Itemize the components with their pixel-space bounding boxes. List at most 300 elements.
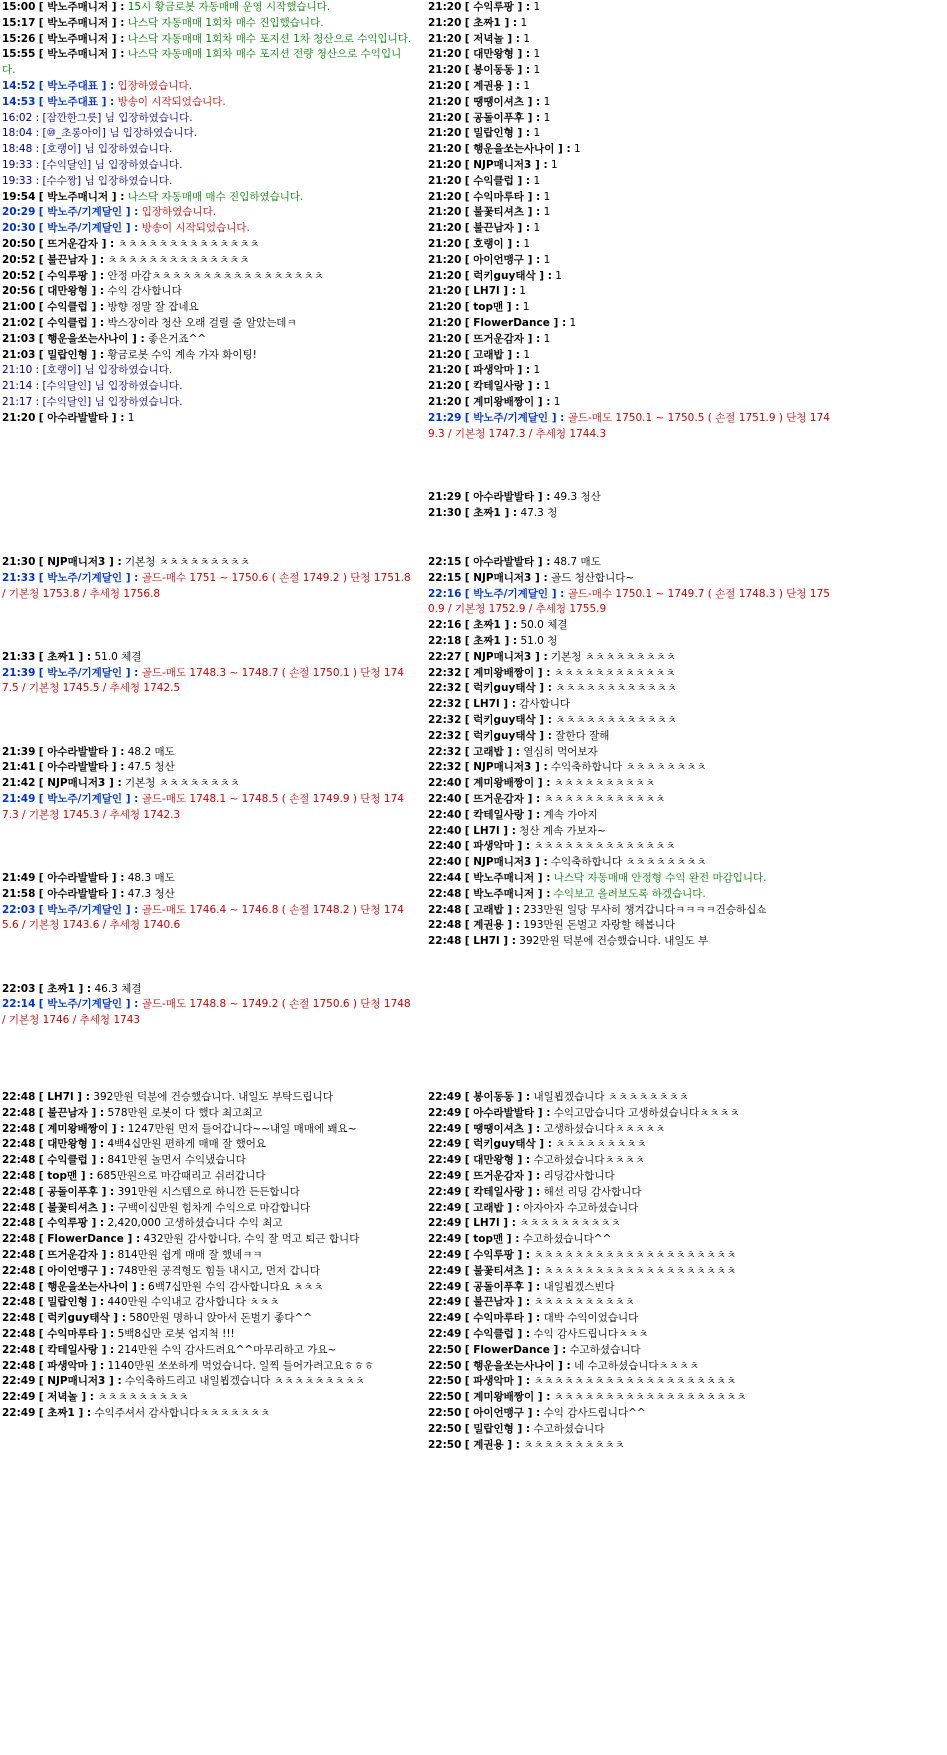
message-time: 22:50 bbox=[428, 1438, 462, 1451]
message-sender: [ 아수라발발타 ] : bbox=[38, 411, 125, 424]
message-sender: [ 초짜1 ] : bbox=[464, 16, 518, 29]
message-text: 5백8십만 로봇 엄지척 !!! bbox=[117, 1327, 235, 1340]
chat-spacer bbox=[428, 474, 838, 490]
message-text: ㅊㅊㅊㅊㅊㅊㅊㅊㅊㅊ bbox=[523, 1438, 625, 1451]
chat-message bbox=[2, 1153, 412, 1169]
message-time: 22:32 bbox=[428, 745, 462, 758]
message-text: 578만원 로봇이 다 했다 최고최고 bbox=[107, 1106, 263, 1119]
message-text: 수익 감사드립니다^^ bbox=[543, 1406, 646, 1419]
message-text: [잠깐한그릇] 님 입장하였습니다. bbox=[42, 111, 193, 124]
message-text: 구백이십만원 힘차게 수익으로 마감합니다 bbox=[117, 1201, 311, 1214]
message-text: 열심히 먹어보자 bbox=[523, 745, 598, 758]
message-sender: [ 밀랍인형 ] : bbox=[38, 1296, 105, 1309]
message-sender: [ 공돌이푸후 ] : bbox=[464, 111, 541, 124]
message-text: 1 bbox=[520, 16, 528, 29]
message-time: 22:48 bbox=[2, 1327, 36, 1340]
message-text: ㅊㅊㅊㅊㅊㅊㅊㅊㅊㅊㅊㅊㅊㅊㅊㅊㅊㅊㅊㅊ bbox=[533, 1375, 737, 1388]
message-sender: [ 아수라발발타 ] : bbox=[464, 490, 551, 503]
message-time: 22:44 bbox=[428, 871, 462, 884]
message-text: 193만원 돈벌고 자랑할 해봅니다 bbox=[523, 919, 676, 932]
message-sender: [ 행운을쏘는사나이 ] : bbox=[38, 1280, 145, 1293]
chat-message bbox=[2, 1343, 412, 1359]
chat-block-2 bbox=[428, 0, 838, 521]
message-text: 기본청 ㅊㅊㅊㅊㅊㅊㅊㅊㅊ bbox=[551, 650, 677, 663]
message-text: ㅊㅊㅊㅊㅊㅊㅊㅊㅊㅊ bbox=[553, 777, 656, 790]
message-time: 16:02 bbox=[2, 111, 33, 124]
message-sender: [ 뜨거운감자 ] : bbox=[464, 1169, 541, 1182]
message-text: ㅊㅊㅊㅊㅊㅊㅊㅊㅊㅊㅊㅊㅊㅊㅊㅊㅊㅊㅊ bbox=[553, 1391, 747, 1404]
chat-message bbox=[2, 95, 412, 111]
message-time: 22:49 bbox=[428, 1185, 462, 1198]
message-time: 21:10 bbox=[2, 364, 33, 377]
chat-message bbox=[428, 16, 838, 32]
message-text: 박스장이라 청산 오래 걸릴 줄 알았는데ㅋ bbox=[107, 316, 297, 329]
message-time: 20:30 bbox=[2, 222, 36, 235]
message-sender: [ 아이언맹구 ] : bbox=[38, 1264, 115, 1277]
message-time: 22:49 bbox=[428, 1201, 462, 1214]
message-sender: [ 고래밥 ] : bbox=[464, 348, 520, 361]
message-sender: [ 박노주매니저 ] : bbox=[464, 871, 551, 884]
message-time: 22:49 bbox=[428, 1154, 462, 1167]
message-time: 22:49 bbox=[428, 1264, 462, 1277]
chat-message bbox=[428, 1153, 838, 1169]
message-sender: [ LH7l ] : bbox=[464, 698, 516, 711]
message-text: 2,420,000 고생하셨습니다 수익 최고 bbox=[107, 1217, 283, 1230]
message-sender: [ 땡땡이셔츠 ] : bbox=[464, 1122, 541, 1135]
message-time: 22:49 bbox=[428, 1280, 462, 1293]
chat-message bbox=[2, 1122, 412, 1138]
message-sender: [ 럭키guy태삭 ] : bbox=[464, 1138, 552, 1151]
chat-message bbox=[2, 666, 412, 698]
message-time: 21:03 bbox=[2, 332, 36, 345]
message-time: 21:14 bbox=[2, 380, 33, 393]
message-time: 22:50 bbox=[428, 1422, 462, 1435]
message-time: 22:50 bbox=[428, 1375, 462, 1388]
message-time: 22:48 bbox=[2, 1359, 36, 1372]
message-text: 1 bbox=[543, 380, 551, 393]
chat-block-4 bbox=[428, 555, 838, 950]
message-text: [수익달인] 님 입장하였습니다. bbox=[42, 380, 183, 393]
message-time: 21:30 bbox=[2, 556, 36, 568]
message-time: 15:55 bbox=[2, 48, 36, 61]
chat-message bbox=[428, 713, 838, 729]
message-sender: [ 박노주매니저 ] : bbox=[38, 1, 125, 13]
message-time: 21:20 bbox=[428, 380, 462, 393]
message-time: 22:48 bbox=[2, 1201, 36, 1214]
message-text: ㅊㅊㅊㅊㅊㅊㅊㅊㅊㅊㅊㅊ bbox=[553, 666, 676, 679]
message-time: 22:40 bbox=[428, 824, 462, 837]
chat-message bbox=[2, 1406, 412, 1422]
chat-message bbox=[428, 650, 838, 666]
message-sender: [ 대만왕형 ] : bbox=[464, 48, 531, 61]
message-time: 21:20 bbox=[428, 332, 462, 345]
message-sender: [ NJP매니저3 ] : bbox=[38, 556, 122, 568]
message-time: 20:52 bbox=[2, 253, 36, 266]
message-time: 21:02 bbox=[2, 316, 36, 329]
message-sender: [ LH7l ] : bbox=[464, 1217, 516, 1230]
message-sender: [ 불꽃티셔츠 ] : bbox=[38, 1201, 115, 1214]
message-text: 내일뵙겠스빈다 bbox=[543, 1280, 615, 1293]
chat-message bbox=[428, 1295, 838, 1311]
message-text: ㅊㅊㅊㅊㅊㅊㅊㅊㅊㅊ bbox=[519, 1217, 621, 1230]
message-text: ㅊㅊㅊㅊㅊㅊㅊㅊㅊㅊㅊㅊㅊㅊㅊㅊㅊㅊㅊㅊ bbox=[533, 1248, 737, 1261]
message-sender: [ 고래밥 ] : bbox=[464, 745, 520, 758]
message-sender: [ 계미왕배짱이 ] : bbox=[464, 395, 551, 408]
chat-message bbox=[428, 1185, 838, 1201]
chat-message bbox=[428, 1248, 838, 1264]
message-sender: [ 수익마루타 ] : bbox=[38, 1327, 115, 1340]
message-sender: [ 박노주매니저 ] : bbox=[38, 32, 125, 45]
message-text: 나스닥 자동매매 1회차 매수 포지션 전량 청산으로 수익입니다. bbox=[2, 48, 402, 77]
message-time: 22:15 bbox=[428, 556, 462, 568]
message-time: 22:49 bbox=[2, 1391, 36, 1404]
chat-message bbox=[2, 1137, 412, 1153]
chat-message bbox=[428, 1406, 838, 1422]
message-time: 22:49 bbox=[2, 1375, 36, 1388]
chat-message bbox=[428, 300, 838, 316]
chat-message bbox=[2, 1169, 412, 1185]
chat-message bbox=[2, 1311, 412, 1327]
message-text: 1 bbox=[533, 127, 541, 140]
message-sender: [ LH7l ] : bbox=[464, 935, 516, 948]
message-sender: [ 박노주/기계달인 ] : bbox=[38, 792, 139, 805]
chat-message bbox=[428, 1422, 838, 1438]
chat-message bbox=[2, 903, 412, 935]
chat-message bbox=[2, 1106, 412, 1122]
message-time: 21:29 bbox=[428, 490, 462, 503]
message-sender: [ 아이언맹구 ] : bbox=[464, 1406, 541, 1419]
message-sender: [ 뜨거운감자 ] : bbox=[464, 332, 541, 345]
message-time: 20:50 bbox=[2, 237, 36, 250]
message-sender: [ 수익마루타 ] : bbox=[464, 190, 541, 203]
message-text: 황금로봇 수익 계속 가자 화이팅! bbox=[107, 348, 257, 361]
message-sender: [ 수익루팡 ] : bbox=[464, 1248, 531, 1261]
message-sender: [ 박노주매니저 ] : bbox=[464, 887, 551, 900]
chat-message bbox=[428, 1438, 838, 1454]
message-time: 22:32 bbox=[428, 666, 462, 679]
chat-message bbox=[428, 174, 838, 190]
message-sender: [ 박노주/기계달인 ] : bbox=[464, 587, 565, 600]
message-text: 방송이 시작되었습니다. bbox=[141, 222, 250, 235]
chat-message bbox=[2, 776, 412, 792]
message-text: 골드-매도 1748.3 ~ 1748.7 ( 손절 1750.1 ) 단청 1747.5 / 기본청 1745.5 / 추세청 1742.5 bbox=[2, 666, 404, 695]
message-text: 1 bbox=[555, 269, 562, 282]
chat-spacer bbox=[428, 458, 838, 474]
message-text: 1 bbox=[543, 332, 551, 345]
message-text: 1 bbox=[543, 111, 551, 124]
chat-message: 19:33 : [수익달인] 님 입장하였습니다. bbox=[2, 158, 183, 171]
message-sender: [ 저녁놀 ] : bbox=[38, 1391, 94, 1404]
message-time: 21:17 bbox=[2, 395, 33, 408]
message-sender: [ 수익마루타 ] : bbox=[464, 1312, 541, 1325]
message-sender: [ LH7l ] : bbox=[38, 1091, 90, 1103]
message-text: 48.2 매도 bbox=[127, 745, 175, 758]
message-text: 수익 감사합니다 bbox=[107, 285, 182, 298]
message-text: 수고하셨습니다^^ bbox=[522, 1233, 612, 1246]
chat-message bbox=[2, 1264, 412, 1280]
chat-message bbox=[428, 158, 838, 174]
message-sender: [ 땡땡이셔츠 ] : bbox=[464, 95, 541, 108]
chat-message bbox=[428, 1280, 838, 1296]
message-sender: [ 계미왕배짱이 ] : bbox=[38, 1122, 125, 1135]
chat-message: 18:48 : [호랭이] 님 입장하였습니다. bbox=[2, 143, 173, 156]
message-sender: [ 불끈남자 ] : bbox=[38, 1106, 105, 1119]
message-sender: [ NJP매니저3 ] : bbox=[38, 777, 122, 790]
chat-block-1 bbox=[2, 0, 412, 427]
message-time: 21:49 bbox=[2, 792, 36, 805]
message-sender: [ NJP매니저3 ] : bbox=[38, 1375, 122, 1388]
message-text: 1247만원 먼저 들어갑니다~~내일 매매에 봬요~ bbox=[127, 1122, 357, 1135]
chat-message bbox=[428, 1374, 838, 1390]
chat-message bbox=[2, 555, 412, 571]
chat-message bbox=[428, 63, 838, 79]
message-time: 18:48 bbox=[2, 143, 33, 156]
message-time: 21:20 bbox=[428, 190, 462, 203]
message-time: 22:40 bbox=[428, 840, 462, 853]
message-time: 21:58 bbox=[2, 887, 36, 900]
chat-message bbox=[428, 697, 838, 713]
message-sender: [ NJP매니저3 ] : bbox=[464, 158, 548, 171]
message-time: 22:49 bbox=[428, 1296, 462, 1309]
message-time: 22:49 bbox=[428, 1327, 462, 1340]
message-time: 22:48 bbox=[2, 1343, 36, 1356]
message-sender: [ 행운을쏘는사나이 ] : bbox=[38, 332, 145, 345]
message-text: 47.5 청산 bbox=[127, 761, 175, 774]
message-time: 22:49 bbox=[428, 1106, 462, 1119]
message-time: 21:20 bbox=[428, 1, 462, 13]
chat-message: 18:04 : [⑩_초롱아이] 님 입장하였습니다. bbox=[2, 127, 198, 140]
chat-message bbox=[2, 205, 412, 221]
message-time: 21:30 bbox=[428, 506, 462, 519]
message-sender: [ 행운을쏘는사나이 ] : bbox=[464, 1359, 571, 1372]
message-text: 고생하셨습니다ㅊㅊㅊㅊㅊ bbox=[543, 1122, 666, 1135]
chat-message bbox=[428, 1232, 838, 1248]
message-text: 수익보고 올려보도록 하겠습니다. bbox=[553, 887, 706, 900]
message-text: 방송이 시작되었습니다. bbox=[117, 95, 226, 108]
chat-message bbox=[2, 1185, 412, 1201]
message-text: 1 bbox=[569, 316, 577, 329]
message-text: 1 bbox=[523, 32, 531, 45]
message-sender: [ 파생악마 ] : bbox=[464, 364, 531, 377]
message-sender: [ 호랭이 ] : bbox=[464, 237, 520, 250]
message-time: 21:20 bbox=[428, 348, 462, 361]
chat-message bbox=[2, 269, 412, 285]
chat-message bbox=[428, 79, 838, 95]
message-text: 51.0 체결 bbox=[94, 650, 142, 663]
message-sender: [ 뜨거운감자 ] : bbox=[38, 237, 115, 250]
message-time: 22:40 bbox=[428, 777, 462, 790]
message-sender: [ 봉이동동 ] : bbox=[464, 1091, 531, 1103]
chat-message bbox=[428, 634, 838, 650]
message-text: 1 bbox=[533, 222, 541, 235]
chat-message bbox=[428, 411, 838, 443]
message-text: 580만원 명하니 앉아서 돈벌기 좋다^^ bbox=[129, 1312, 313, 1325]
chat-message bbox=[428, 379, 838, 395]
message-time: 22:40 bbox=[428, 808, 462, 821]
chat-message bbox=[428, 1137, 838, 1153]
message-sender: [ 공돌이푸후 ] : bbox=[38, 1185, 115, 1198]
chat-message bbox=[428, 776, 838, 792]
chat-message bbox=[2, 1374, 412, 1390]
message-sender: [ LH7l ] : bbox=[464, 824, 516, 837]
message-time: 22:49 bbox=[428, 1233, 462, 1246]
message-sender: [ 칵테일사랑 ] : bbox=[464, 808, 541, 821]
message-time: 21:39 bbox=[2, 745, 36, 758]
message-sender: [ 박노주/기계달인 ] : bbox=[38, 903, 139, 916]
message-text: [수수짱] 님 입장하였습니다. bbox=[42, 174, 173, 187]
chat-message bbox=[2, 571, 412, 603]
chat-spacer bbox=[2, 618, 412, 634]
message-text: [호랭이] 님 입장하였습니다. bbox=[42, 143, 173, 156]
message-text: [⑩_초롱아이] 님 입장하였습니다. bbox=[42, 127, 198, 140]
chat-message bbox=[428, 506, 838, 522]
message-text: 골드 청산합니다~ bbox=[551, 571, 635, 584]
message-text: 1 bbox=[533, 48, 541, 61]
message-text: 기본청 ㅊㅊㅊㅊㅊㅊㅊㅊㅊ bbox=[125, 556, 251, 568]
message-text: 1 bbox=[519, 285, 526, 298]
message-time: 15:26 bbox=[2, 32, 36, 45]
message-sender: [ FlowerDance ] : bbox=[464, 316, 567, 329]
message-time: 21:20 bbox=[428, 174, 462, 187]
message-time: 21:42 bbox=[2, 777, 36, 790]
message-sender: [ 밀랍인형 ] : bbox=[464, 127, 531, 140]
message-time: 22:48 bbox=[428, 919, 462, 932]
message-time: 21:20 bbox=[2, 411, 36, 424]
message-sender: [ top맨 ] : bbox=[38, 1169, 94, 1182]
message-sender: [ 칵테일사랑 ] : bbox=[464, 380, 541, 393]
message-text: 수익축하합니다 ㅊㅊㅊㅊㅊㅊㅊㅊ bbox=[551, 761, 707, 774]
chat-message bbox=[428, 1264, 838, 1280]
message-text: 잘한다 잘해 bbox=[555, 729, 610, 742]
chat-message bbox=[428, 839, 838, 855]
chat-message bbox=[2, 1280, 412, 1296]
message-text: 432만원 감사합니다. 수익 잘 먹고 퇴근 합니다 bbox=[143, 1233, 360, 1246]
message-text: 방향 정말 잘 잡네요 bbox=[107, 301, 199, 314]
chat-spacer bbox=[2, 729, 412, 745]
message-text: 47.3 청산 bbox=[127, 887, 175, 900]
message-time: 22:48 bbox=[428, 903, 462, 916]
message-text: ㅊㅊㅊㅊㅊㅊㅊㅊㅊㅊㅊㅊ bbox=[555, 682, 678, 695]
message-time: 21:20 bbox=[428, 301, 462, 314]
message-time: 21:20 bbox=[428, 269, 462, 282]
message-text: 골드-매도 1748.8 ~ 1749.2 ( 손절 1750.6 ) 단청 1748 / 기본청 1746 / 추세청 1743 bbox=[2, 998, 411, 1027]
message-text: 4백4십만원 편하게 매매 잘 했어요 bbox=[107, 1138, 267, 1151]
message-time: 22:48 bbox=[2, 1185, 36, 1198]
message-text: 입장하였습니다. bbox=[141, 206, 217, 219]
message-time: 22:16 bbox=[428, 587, 462, 600]
message-sender: [ 칵테일사랑 ] : bbox=[464, 1185, 541, 1198]
chat-message bbox=[2, 411, 412, 427]
message-time: 21:20 bbox=[428, 395, 462, 408]
message-sender: [ LH7l ] : bbox=[464, 285, 516, 298]
message-time: 15:00 bbox=[2, 1, 36, 13]
message-time: 22:14 bbox=[2, 998, 36, 1011]
message-text: 48.7 매도 bbox=[553, 556, 601, 568]
message-sender: [ NJP매니저3 ] : bbox=[464, 761, 548, 774]
message-time: 22:48 bbox=[2, 1138, 36, 1151]
message-text: 골드-매도 1746.4 ~ 1746.8 ( 손절 1748.2 ) 단청 1745.6 / 기본청 1743.6 / 추세청 1740.6 bbox=[2, 903, 404, 932]
chat-message bbox=[2, 221, 412, 237]
chat-message bbox=[428, 95, 838, 111]
message-text: 214만원 수익 감사드려요^^마무리하고 가요~ bbox=[117, 1343, 337, 1356]
message-sender: [ 박노주/기계달인 ] : bbox=[38, 222, 139, 235]
chat-message bbox=[428, 666, 838, 682]
message-time: 22:48 bbox=[2, 1248, 36, 1261]
message-sender: [ 럭키guy태삭 ] : bbox=[38, 1312, 126, 1325]
message-sender: [ 박노주/기계달인 ] : bbox=[38, 571, 139, 584]
message-text: ㅊㅊㅊㅊㅊㅊㅊㅊㅊㅊㅊㅊ bbox=[555, 713, 678, 726]
message-time: 22:49 bbox=[428, 1122, 462, 1135]
message-text: 아자아자 수고하셨습니다 bbox=[523, 1201, 639, 1214]
message-sender: [ 럭키guy태삭 ] : bbox=[464, 729, 552, 742]
message-time: 21:20 bbox=[428, 158, 462, 171]
chat-message bbox=[428, 792, 838, 808]
message-sender: [ 불꽃티셔츠 ] : bbox=[464, 206, 541, 219]
message-time: 22:32 bbox=[428, 698, 462, 711]
message-time: 20:52 bbox=[2, 269, 36, 282]
message-sender: [ 박노주/기계달인 ] : bbox=[38, 666, 139, 679]
chat-message bbox=[428, 142, 838, 158]
message-text: 50.0 체결 bbox=[520, 619, 568, 632]
message-text: 청산 계속 가보자~ bbox=[519, 824, 606, 837]
message-text: 골드-매수 1751 ~ 1750.6 ( 손절 1749.2 ) 단청 1751.8 / 기본청 1753.8 / 추세청 1756.8 bbox=[2, 571, 411, 600]
chat-message bbox=[428, 284, 838, 300]
message-text: 1 bbox=[523, 79, 531, 92]
message-sender: [ 박노주대표 ] : bbox=[38, 79, 115, 92]
message-time: 14:53 bbox=[2, 95, 36, 108]
chat-message bbox=[428, 760, 838, 776]
message-time: 21:00 bbox=[2, 301, 36, 314]
message-sender: [ 불끈남자 ] : bbox=[38, 253, 105, 266]
chat-message bbox=[2, 760, 412, 776]
message-sender: [ 박노주매니저 ] : bbox=[38, 190, 125, 203]
message-sender: [ 수익루팡 ] : bbox=[464, 1, 531, 13]
message-time: 21:20 bbox=[428, 285, 462, 298]
chat-message bbox=[2, 650, 412, 666]
message-time: 21:20 bbox=[428, 111, 462, 124]
message-text: ㅊㅊㅊㅊㅊㅊㅊㅊㅊㅊㅊㅊㅊㅊ bbox=[117, 237, 260, 250]
message-text: [호랭이] 님 입장하였습니다. bbox=[42, 364, 173, 377]
message-sender: [ 계권용 ] : bbox=[464, 79, 520, 92]
chat-message bbox=[428, 190, 838, 206]
message-time: 21:41 bbox=[2, 761, 36, 774]
message-time: 22:48 bbox=[2, 1296, 36, 1309]
message-sender: [ 계권용 ] : bbox=[464, 1438, 520, 1451]
message-sender: [ 아수라발발타 ] : bbox=[38, 745, 125, 758]
chat-message bbox=[2, 1201, 412, 1217]
message-sender: [ 박노주대표 ] : bbox=[38, 95, 115, 108]
message-time: 21:20 bbox=[428, 48, 462, 61]
message-sender: [ 불끈남자 ] : bbox=[464, 1296, 531, 1309]
chat-message bbox=[428, 332, 838, 348]
chat-message: 21:17 : [수익달인] 님 입장하였습니다. bbox=[2, 395, 183, 408]
message-time: 21:20 bbox=[428, 79, 462, 92]
message-sender: [ 수익루팡 ] : bbox=[38, 269, 105, 282]
message-text: 1140만원 쏘쏘하게 먹었습니다. 일찍 들어가려고요ㅎㅎㅎ bbox=[107, 1359, 375, 1372]
message-text: 1 bbox=[533, 1, 541, 13]
message-text: 391만원 시스템으로 하니깐 든든합니다 bbox=[117, 1185, 300, 1198]
chat-message bbox=[428, 903, 838, 919]
message-sender: [ 럭키guy태삭 ] : bbox=[464, 269, 552, 282]
message-text: 기본청 ㅊㅊㅊㅊㅊㅊㅊㅊ bbox=[125, 777, 240, 790]
chat-message bbox=[2, 1232, 412, 1248]
message-text: [수익달인] 님 입장하였습니다. bbox=[42, 395, 183, 408]
message-text: 814만원 쉽게 매매 잘 했네ㅋㅋ bbox=[117, 1248, 263, 1261]
chat-message: 21:14 : [수익달인] 님 입장하였습니다. bbox=[2, 380, 183, 393]
message-text: 나스닥 자동매매 안정형 수익 완전 마감입니다. bbox=[553, 871, 767, 884]
message-sender: [ 박노주/기계달인 ] : bbox=[38, 206, 139, 219]
message-sender: [ 아수라발발타 ] : bbox=[38, 761, 125, 774]
